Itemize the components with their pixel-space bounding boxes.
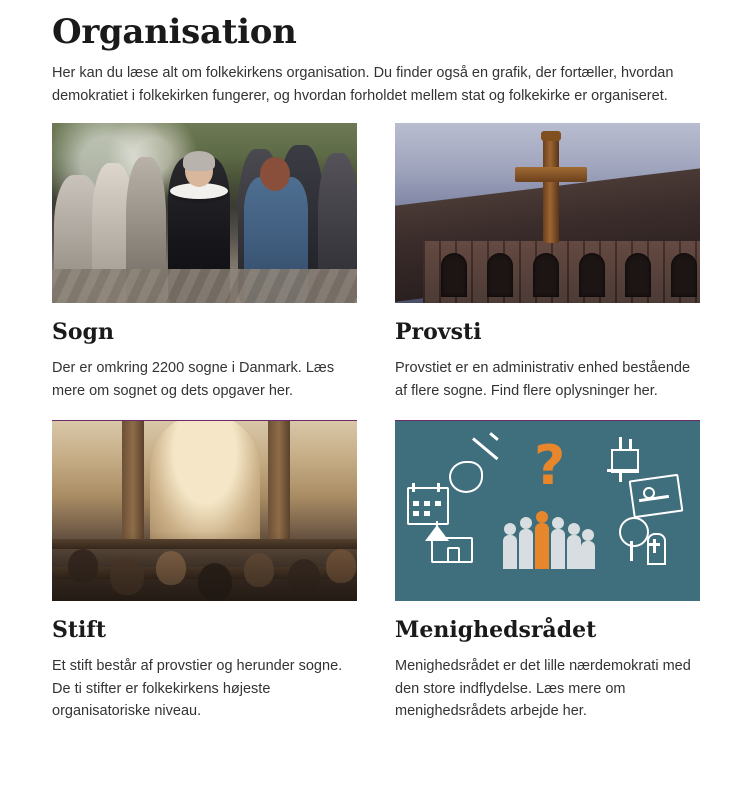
card-provsti-text: Provstiet er en administrativ enhed bestående af flere sogne. Find flere oplysninger her. [395, 360, 691, 399]
calendar-icon [407, 483, 451, 525]
card-menighedsraadet-text: Menighedsrådet er det lille nærdemokrati med den store indflydelse. Læs mere om menighedsrådets arbejde her. [395, 658, 691, 719]
guitar-icon [447, 435, 509, 493]
question-mark-icon: ? [534, 434, 566, 497]
church-icon [425, 521, 471, 561]
card-provsti-image[interactable] [395, 123, 700, 303]
card-menighedsraadet[interactable] [395, 421, 700, 723]
people-group-icon [503, 507, 595, 569]
card-sogn-image[interactable] [52, 123, 357, 303]
card-provsti-title[interactable]: Provsti [395, 319, 482, 345]
congregation-outdoors-photo [52, 123, 357, 303]
card-menighedsraadet-title[interactable]: Menighedsrådet [395, 617, 597, 643]
card-stift-text: Et stift består af provstier og herunder sogne. De ti stifter er folkekirkens højeste organisatoriske niveau. [52, 658, 343, 719]
parish-council-illustration [395, 421, 700, 601]
card-provsti[interactable] [395, 123, 700, 421]
tree-gravestone-icon [617, 517, 665, 563]
card-sogn-title[interactable]: Sogn [52, 319, 114, 345]
card-menighedsraadet-image[interactable] [395, 421, 700, 601]
card-sogn-text: Der er omkring 2200 sogne i Danmark. Læs mere om sognet og dets opgaver her. [52, 360, 335, 399]
card-stift-title[interactable]: Stift [52, 617, 107, 643]
church-roof-cross-photo [395, 123, 700, 303]
card-grid [52, 123, 696, 723]
church-interior-congregation-photo [52, 421, 357, 601]
card-stift[interactable] [52, 421, 357, 723]
card-stift-image[interactable] [52, 421, 357, 601]
card-sogn[interactable] [52, 123, 357, 421]
page-title: Organisation [52, 12, 297, 52]
photo-frame-icon [631, 477, 683, 519]
page-intro-text: Her kan du læse alt om folkekirkens organisation. Du finder også en grafik, der fortæller, hvordan demokratiet i folkekirken fungerer, og hvordan forholdet mellem stat og folkekirke er organiseret. [52, 65, 674, 104]
